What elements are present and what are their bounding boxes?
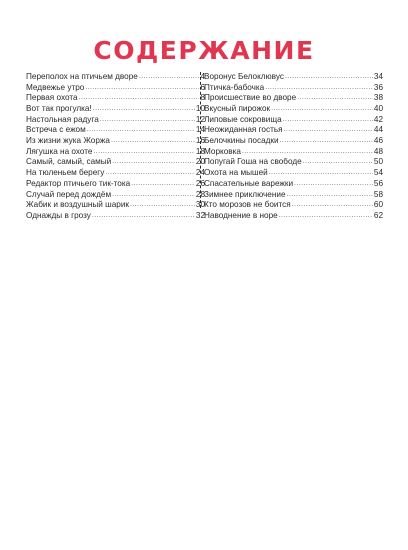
toc-leader-dots — [294, 179, 373, 190]
toc-entry-title: Морковка — [204, 146, 241, 156]
toc-entry — [204, 136, 383, 147]
toc-entry-page: 46 — [373, 136, 383, 146]
toc-entry-title: Редактор птичьего тик-тока — [26, 178, 131, 188]
toc-entry-page: 4 — [200, 72, 205, 81]
toc-entry-title: Спасательные варежки — [204, 178, 294, 188]
toc-entry-title: Случай перед дождём — [26, 189, 112, 199]
toc-leader-dots — [303, 158, 373, 169]
toc-left-column — [26, 72, 205, 222]
toc-entry-page: 62 — [373, 210, 383, 220]
toc-entry — [26, 72, 205, 83]
toc-leader-dots — [93, 104, 195, 115]
toc-entry-title: Вот так прогулка! — [26, 104, 92, 114]
toc-entry-page: 28 — [195, 189, 205, 199]
toc-entry-page: 36 — [373, 82, 383, 92]
toc-entry-page: 34 — [373, 72, 383, 81]
toc-entry-title: Самый, самый, самый — [26, 157, 112, 167]
toc-entry-title: Наводнение в норе — [204, 210, 278, 220]
toc-entry-page: 10 — [195, 104, 205, 114]
toc-entry — [26, 93, 205, 104]
toc-leader-dots — [85, 83, 199, 94]
toc-entry — [26, 190, 205, 201]
toc-entry — [204, 115, 383, 126]
toc-entry — [26, 211, 205, 222]
toc-entry-title: Воронус Белоклювус — [204, 72, 284, 81]
toc-entry-title: Из жизни жука Жоржа — [26, 136, 110, 146]
toc-entry-title: Встреча с ежом — [26, 125, 86, 135]
toc-leader-dots — [283, 115, 373, 126]
toc-entry-page: 42 — [373, 114, 383, 124]
toc-entry-page: 32 — [195, 210, 205, 220]
toc-entry — [26, 158, 205, 169]
toc-entry — [26, 125, 205, 136]
toc-entry — [26, 104, 205, 115]
toc-leader-dots — [284, 125, 373, 136]
toc-entry-title: Попугай Гоша на свободе — [204, 157, 302, 167]
toc-entry-page: 24 — [195, 168, 205, 178]
toc-entry-title: Неожиданная гостья — [204, 125, 283, 135]
toc-leader-dots — [269, 168, 373, 179]
toc-entry-title: Липовые сокровища — [204, 114, 282, 124]
toc-entry — [26, 200, 205, 211]
toc-entry — [204, 158, 383, 169]
toc-leader-dots — [265, 83, 373, 94]
toc-entry-title: Происшествие во дворе — [204, 93, 297, 103]
toc-entry-page: 38 — [373, 93, 383, 103]
toc-entry-page: 50 — [373, 157, 383, 167]
toc-entry-title: На тюленьем берегу — [26, 168, 105, 178]
toc-entry-page: 12 — [195, 114, 205, 124]
toc-entry-title: Настольная радуга — [26, 114, 99, 124]
toc-entry — [26, 136, 205, 147]
toc-entry — [204, 93, 383, 104]
toc-entry — [26, 179, 205, 190]
toc-entry-page: 16 — [195, 136, 205, 146]
toc-leader-dots — [292, 200, 373, 211]
toc-entry — [26, 115, 205, 126]
toc-leader-dots — [139, 72, 200, 83]
toc-entry-title: Лягушка на охоте — [26, 146, 93, 156]
toc-leader-dots — [130, 200, 195, 211]
toc-entry-title: Кто морозов не боится — [204, 200, 291, 210]
toc-entry — [204, 190, 383, 201]
toc-entry-title: Птичка-бабочка — [204, 82, 265, 92]
toc-leader-dots — [93, 147, 194, 158]
page-title: СОДЕРЖАНИЕ — [93, 36, 315, 65]
toc-entry-page: 8 — [200, 93, 205, 103]
toc-entry — [204, 83, 383, 94]
toc-leader-dots — [92, 211, 195, 222]
toc-entry-page: 58 — [373, 189, 383, 199]
toc-entry — [204, 147, 383, 158]
toc-entry — [204, 72, 383, 83]
toc-entry — [204, 125, 383, 136]
toc-entry-title: Белочкины посадки — [204, 136, 279, 146]
toc-leader-dots — [287, 190, 373, 201]
toc-entry — [26, 147, 205, 158]
toc-entry — [204, 168, 383, 179]
toc-entry-title: Первая охота — [26, 93, 78, 103]
toc-entry-title: Переполох на птичьем дворе — [26, 72, 138, 81]
toc-entry-title: Жабик и воздушный шарик — [26, 200, 129, 210]
toc-entry-page: 54 — [373, 168, 383, 178]
toc-entry — [204, 104, 383, 115]
toc-leader-dots — [79, 93, 200, 104]
toc-entry-page: 20 — [195, 157, 205, 167]
toc-entry — [26, 168, 205, 179]
toc-leader-dots — [297, 93, 373, 104]
toc-entry-page: 18 — [195, 146, 205, 156]
toc-entry-page: 30 — [195, 200, 205, 210]
toc-leader-dots — [285, 72, 373, 83]
toc-leader-dots — [100, 115, 195, 126]
toc-leader-dots — [112, 158, 195, 169]
toc-entry-title: Охота на мышей — [204, 168, 268, 178]
toc-entry — [26, 83, 205, 94]
toc-entry-page: 14 — [195, 125, 205, 135]
toc-leader-dots — [280, 136, 373, 147]
toc-right-column — [204, 72, 383, 222]
toc-leader-dots — [242, 147, 373, 158]
toc-entry-title: Вкусный пирожок — [204, 104, 271, 114]
toc-leader-dots — [111, 136, 195, 147]
toc-entry-title: Зимнее приключение — [204, 189, 286, 199]
toc-leader-dots — [271, 104, 373, 115]
toc-entry-page: 56 — [373, 178, 383, 188]
toc-entry-title: Медвежье утро — [26, 82, 85, 92]
toc-leader-dots — [87, 125, 195, 136]
toc-leader-dots — [112, 190, 195, 201]
toc-entry — [204, 211, 383, 222]
toc-entry-page: 60 — [373, 200, 383, 210]
column-divider — [200, 72, 201, 208]
toc-entry-title: Однажды в грозу — [26, 210, 91, 220]
toc-entry-page: 26 — [195, 178, 205, 188]
toc-leader-dots — [279, 211, 373, 222]
toc-entry-page: 48 — [373, 146, 383, 156]
toc-entry — [204, 200, 383, 211]
toc-entry-page: 6 — [200, 82, 205, 92]
toc-entry-page: 40 — [373, 104, 383, 114]
toc-entry — [204, 179, 383, 190]
toc-leader-dots — [105, 168, 195, 179]
toc-leader-dots — [131, 179, 195, 190]
toc-entry-page: 44 — [373, 125, 383, 135]
